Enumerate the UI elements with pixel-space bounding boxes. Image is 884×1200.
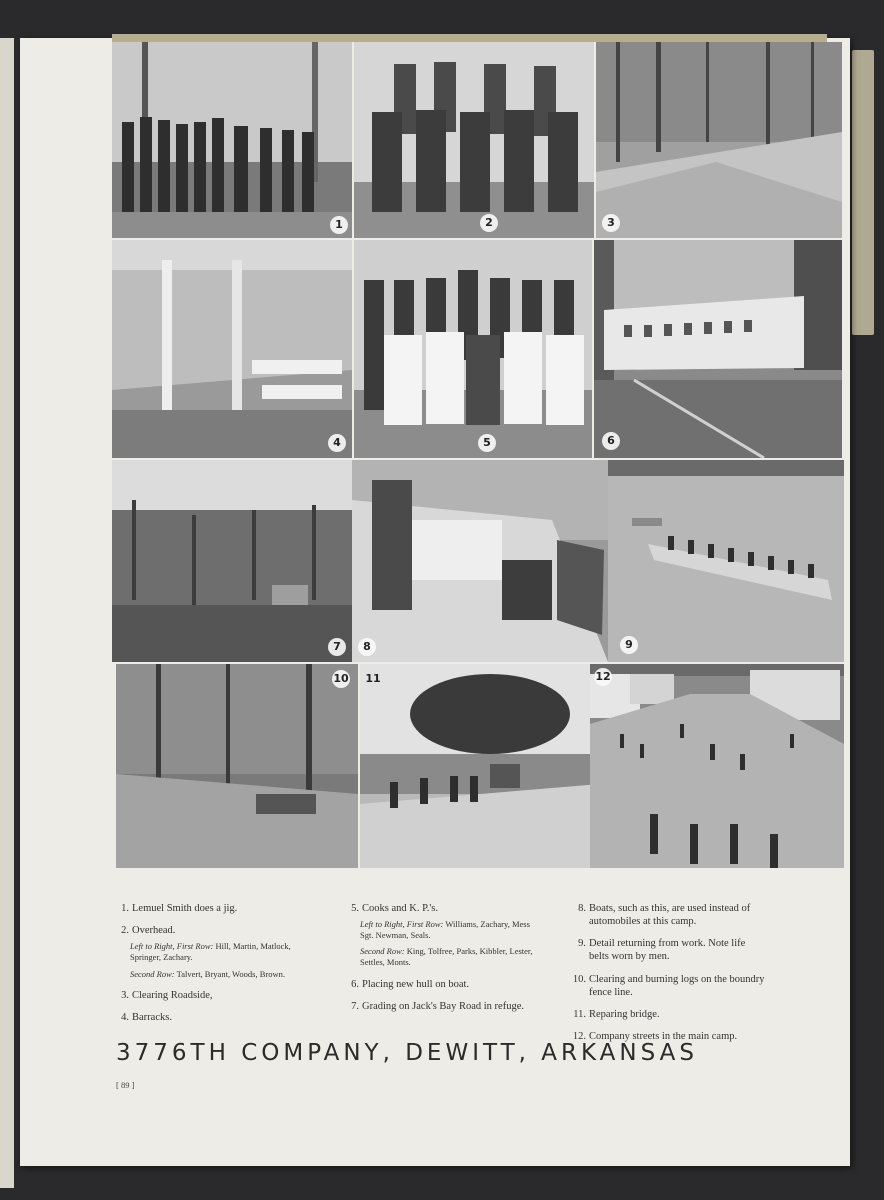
photo-number: 11 <box>365 672 381 685</box>
photo-5-cooks-kps <box>354 240 592 458</box>
caption-12: 12. Company streets in the main camp. <box>572 1030 738 1042</box>
caption-9: 9. Detail returning from work. Note life belts worn by men. <box>578 938 746 963</box>
caption-11: 11. Reparing bridge. <box>573 1008 660 1020</box>
page-title: 3776TH COMPANY, DEWITT, ARKANSAS <box>116 1040 698 1066</box>
photo-12-company-streets <box>590 664 844 868</box>
caption-2: 2. Overhead. <box>121 925 176 937</box>
caption-column-1 <box>116 902 311 1033</box>
photo-8-boat <box>352 460 608 662</box>
page-number: [ 89 ] <box>116 1080 135 1090</box>
photo-number: 2 <box>480 214 498 232</box>
photo-number: 3 <box>602 214 620 232</box>
photo-6-boat-hull <box>594 240 842 458</box>
caption-2-row-2: Second Row: Talvert, Bryant, Woods, Brown. <box>130 968 285 979</box>
caption-2-row-1: Left to Right, First Row: Hill, Martin, Matlock, Springer, Zachary. <box>130 941 291 962</box>
photo-number: 9 <box>620 636 638 654</box>
caption-6: 6. Placing new hull on boat. <box>351 978 470 990</box>
caption-3: 3. Clearing Roadside, <box>121 990 213 1002</box>
adjacent-page-edge <box>0 38 14 1188</box>
photo-9-detail-returning <box>608 460 844 662</box>
photo-11-repairing-bridge <box>360 664 600 868</box>
caption-column-3 <box>571 902 766 1052</box>
photo-7-grading-road <box>112 460 352 662</box>
caption-1: 1. Lemuel Smith does a jig. <box>121 903 238 914</box>
photo-number: 1 <box>330 216 348 234</box>
caption-5-row-2: Second Row: King, Tolfree, Parks, Kibbler, Lester, Settles, Monts. <box>360 946 533 967</box>
photo-number: 8 <box>358 638 376 656</box>
photo-10-burning-logs <box>116 664 358 868</box>
photo-4-barracks <box>112 240 352 458</box>
caption-5: 5. Cooks and K. P.'s. <box>351 903 438 914</box>
photo-3-clearing-roadside <box>596 42 842 238</box>
photo-2-overhead <box>354 42 594 238</box>
caption-5-row-1: Left to Right, First Row: Williams, Zachary, Mess Sgt. Newman, Seals. <box>360 919 530 940</box>
caption-8: 8. Boats, such as this, are used instead of automobiles at this camp. <box>578 903 751 928</box>
binding-tab <box>852 50 874 335</box>
caption-7: 7. Grading on Jack's Bay Road in refuge. <box>351 1000 524 1012</box>
top-tape <box>112 34 827 42</box>
caption-10: 10. Clearing and burning logs on the boundry fence line. <box>572 973 765 998</box>
photo-1-jig <box>112 42 352 238</box>
photo-number: 7 <box>328 638 346 656</box>
caption-4: 4. Barracks. <box>121 1012 172 1024</box>
caption-column-2 <box>346 902 541 1022</box>
photo-number: 10 <box>332 670 350 688</box>
photo-number: 4 <box>328 434 346 452</box>
photo-number: 6 <box>602 432 620 450</box>
photo-number: 12 <box>594 668 612 686</box>
photo-number: 5 <box>478 434 496 452</box>
